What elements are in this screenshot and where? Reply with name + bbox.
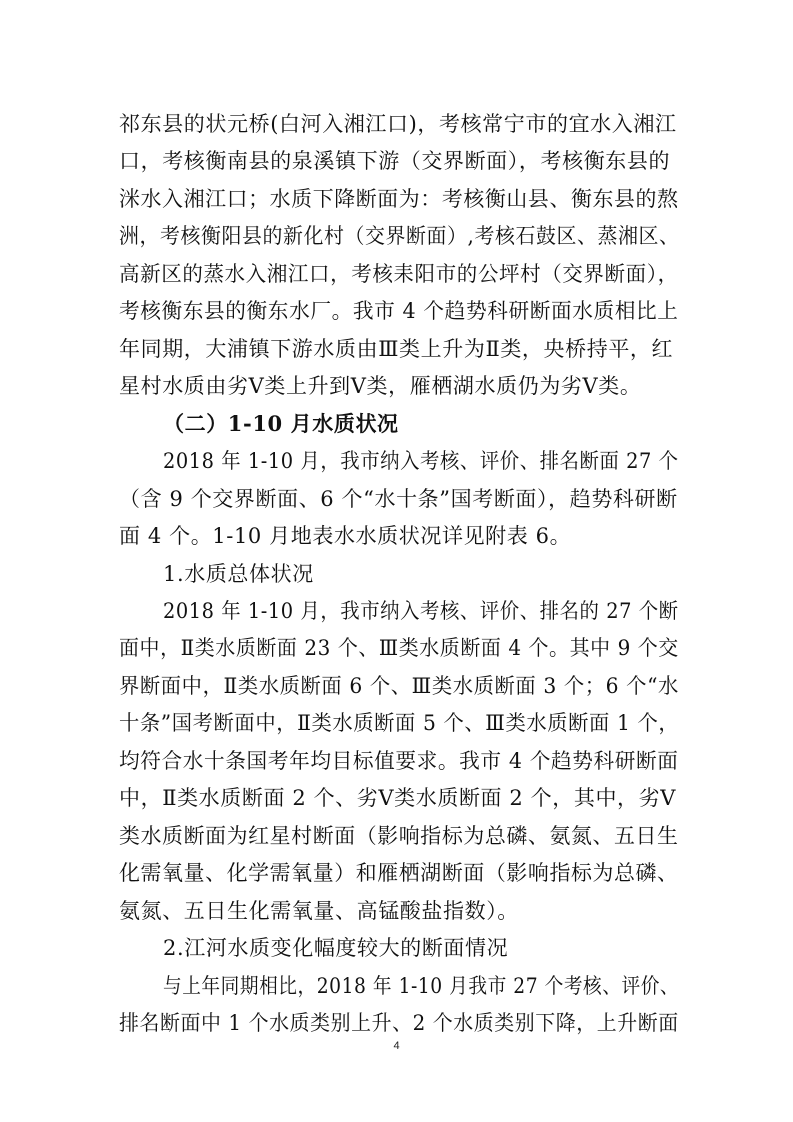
paragraph-line: 洣水入湘江口；水质下降断面为：考核衡山县、衡东县的熬: [119, 187, 679, 211]
paragraph-line: 面 4 个。1-10 月地表水水质状况详见附表 6。: [119, 524, 572, 548]
paragraph-line: 高新区的蒸水入湘江口，考核耒阳市的公坪村（交界断面），: [119, 262, 679, 286]
subsection-heading: 2.江河水质变化幅度较大的断面情况: [163, 936, 509, 960]
paragraph-line: 洲，考核衡阳县的新化村（交界断面）,考核石鼓区、蒸湘区、: [119, 224, 680, 248]
paragraph-line: 与上年同期相比，2018 年 1-10 月我市 27 个考核、评价、: [163, 974, 680, 998]
paragraph-line: 十条”国考断面中，Ⅱ类水质断面 5 个、Ⅲ类水质断面 1 个，: [119, 711, 680, 735]
paragraph-line: 界断面中，Ⅱ类水质断面 6 个、Ⅲ类水质断面 3 个；6 个“水: [119, 674, 679, 698]
subsection-heading: 1.水质总体状况: [163, 562, 314, 586]
paragraph-line: 星村水质由劣Ⅴ类上升到Ⅴ类，雁栖湖水质仍为劣Ⅴ类。: [119, 374, 642, 398]
paragraph-line: 面中，Ⅱ类水质断面 23 个、Ⅲ类水质断面 4 个。其中 9 个交: [119, 636, 679, 660]
paragraph-line: 2018 年 1-10 月，我市纳入考核、评价、排名断面 27 个: [163, 449, 679, 473]
paragraph-line: 口，考核衡南县的泉溪镇下游（交界断面），考核衡东县的: [119, 149, 671, 173]
paragraph-line: 2018 年 1-10 月，我市纳入考核、评价、排名的 27 个断: [163, 599, 679, 623]
paragraph-line: （含 9 个交界断面、6 个“水十条”国考断面），趋势科研断: [119, 487, 678, 511]
paragraph-line: 祁东县的状元桥(白河入湘江口)，考核常宁市的宜水入湘江: [119, 112, 677, 136]
section-heading: （二）1-10 月水质状况: [163, 411, 399, 436]
paragraph-line: 中，Ⅱ类水质断面 2 个、劣Ⅴ类水质断面 2 个，其中，劣Ⅴ: [119, 786, 677, 810]
paragraph-line: 化需氧量、化学需氧量）和雁栖湖断面（影响指标为总磷、: [119, 861, 679, 885]
paragraph-line: 排名断面中 1 个水质类别上升、2 个水质类别下降，上升断面: [119, 1011, 679, 1035]
paragraph-line: 氨氮、五日生化需氧量、高锰酸盐指数）。: [119, 899, 519, 923]
page-number: 4: [393, 1040, 400, 1052]
paragraph-line: 类水质断面为红星村断面（影响指标为总磷、氨氮、五日生: [119, 824, 679, 848]
paragraph-line: 均符合水十条国考年均目标值要求。我市 4 个趋势科研断面: [119, 749, 679, 773]
paragraph-line: 年同期，大浦镇下游水质由Ⅲ类上升为Ⅱ类，央桥持平，红: [119, 337, 674, 361]
paragraph-line: 考核衡东县的衡东水厂。我市 4 个趋势科研断面水质相比上: [119, 299, 679, 323]
